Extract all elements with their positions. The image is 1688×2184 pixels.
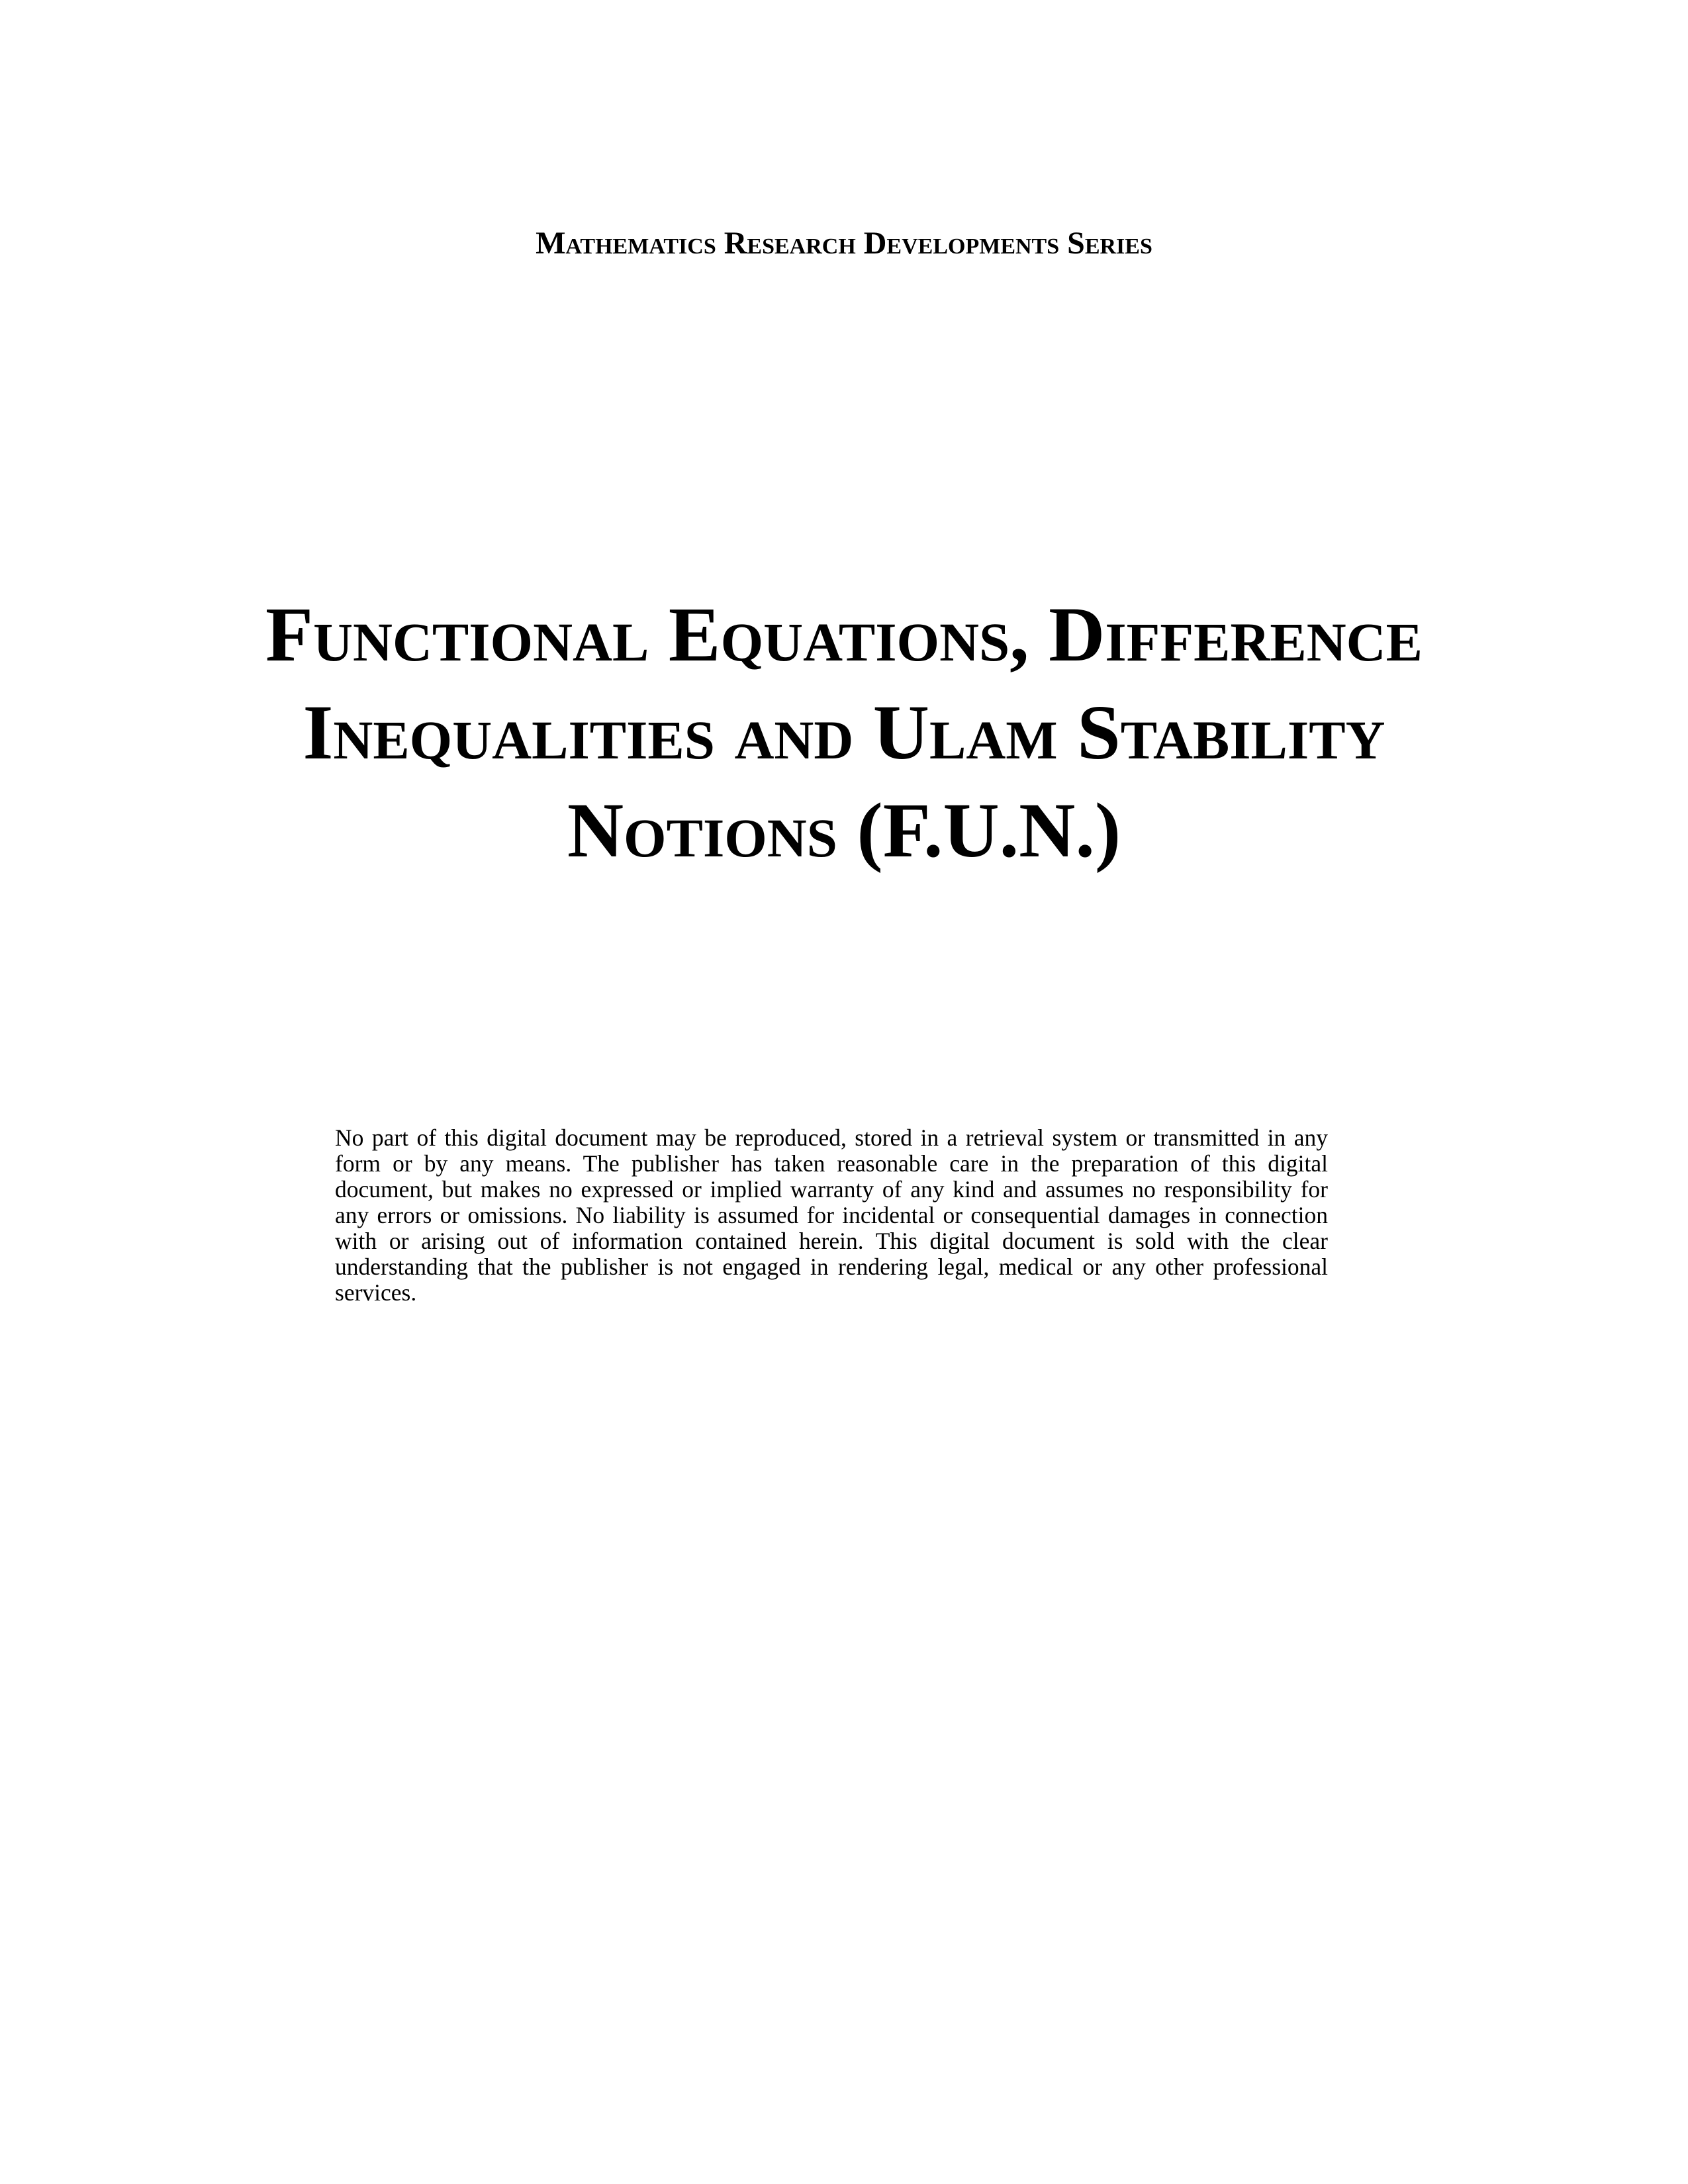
- series-title: Mathematics Research Developments Series: [536, 226, 1152, 261]
- book-title: [252, 586, 1436, 880]
- book-title-line-3: Notions (F.U.N.): [567, 787, 1121, 874]
- book-title-line-1: Functional Equations, Difference: [265, 591, 1423, 678]
- book-title-line-2: Inequalities and Ulam Stability: [303, 689, 1385, 776]
- copyright-notice: No part of this digital document may be reproduced, stored in a retrieval system or transmitted in any form or by any means. The publisher has taken reasonable care in the preparation of this digital document, but makes no expressed or implied warranty of any kind and assumes no responsibility for any errors or omissions. No liability is assumed for incidental or consequential damages in connection with or arising out of information contained herein. This digital document is sold with the clear understanding that the publisher is not engaged in rendering legal, medical or any other professional services.: [335, 1124, 1328, 1306]
